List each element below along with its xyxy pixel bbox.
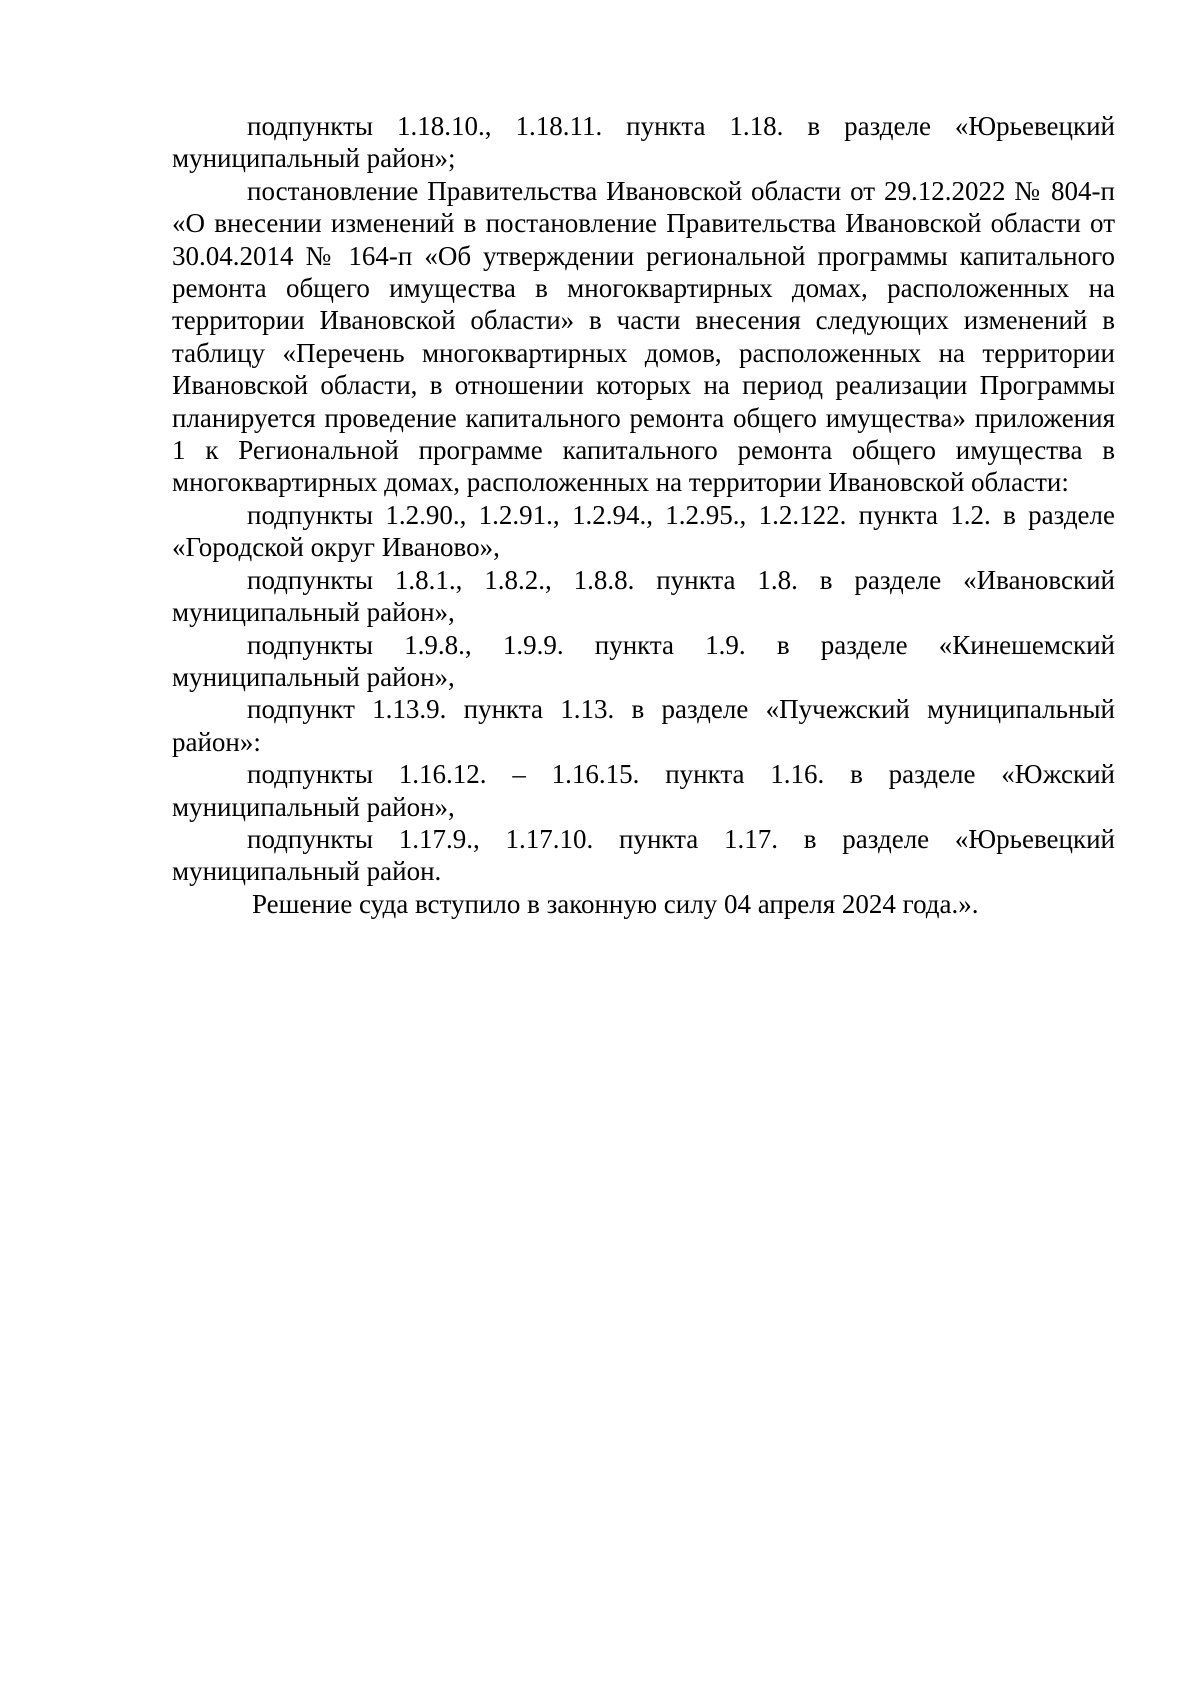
paragraph-puchezh-district: подпункт 1.13.9. пункта 1.13. в разделе «Пучежский муниципальный район»:	[172, 694, 1115, 757]
paragraph-yurevets-2: подпункты 1.17.9., 1.17.10. пункта 1.17. в разделе «Юрьевецкий муниципальный район.	[172, 823, 1115, 887]
paragraph-yuzha-district: подпункты 1.16.12. – 1.16.15. пункта 1.16. в разделе «Южский муниципальный район»,	[172, 759, 1115, 822]
paragraph-ivanovo-city: подпункты 1.2.90., 1.2.91., 1.2.94., 1.2.95., 1.2.122. пункта 1.2. в разделе «Городской округ Иваново»,	[172, 499, 1115, 563]
paragraph-kineshma-district: подпункты 1.9.8., 1.9.9. пункта 1.9. в разделе «Кинешемский муниципальный район»,	[172, 629, 1115, 692]
paragraph-resolution-804p: постановление Правительства Ивановской области от 29.12.2022 № 804-п «О внесении изменений в постановление Правительства Ивановской области от 30.04.2014 № 164-п «Об утверждении региональной программы капитального ремонта общего имущества в многоквартирных домах, расположенных на территории Ивановской области» в части внесения следующих изменений в таблицу «Перечень многоквартирных домов, расположенных на территории Ивановской области, в отношении которых на период реализации Программы планируется проведение капитального ремонта общего имущества» приложения 1 к Региональной программе капитального ремонта общего имущества в многоквартирных домах, расположенных на территории Ивановской области:	[172, 175, 1115, 498]
paragraph-court-decision: Решение суда вступило в законную силу 04 апреля 2024 года.».	[252, 888, 979, 919]
paragraph-yurevets-1: подпункты 1.18.10., 1.18.11. пункта 1.18. в разделе «Юрьевецкий муниципальный район»;	[172, 111, 1115, 174]
document-body	[172, 110, 1115, 920]
paragraph-ivanovsky-district: подпункты 1.8.1., 1.8.2., 1.8.8. пункта 1.8. в разделе «Ивановский муниципальный район»,	[172, 564, 1115, 628]
